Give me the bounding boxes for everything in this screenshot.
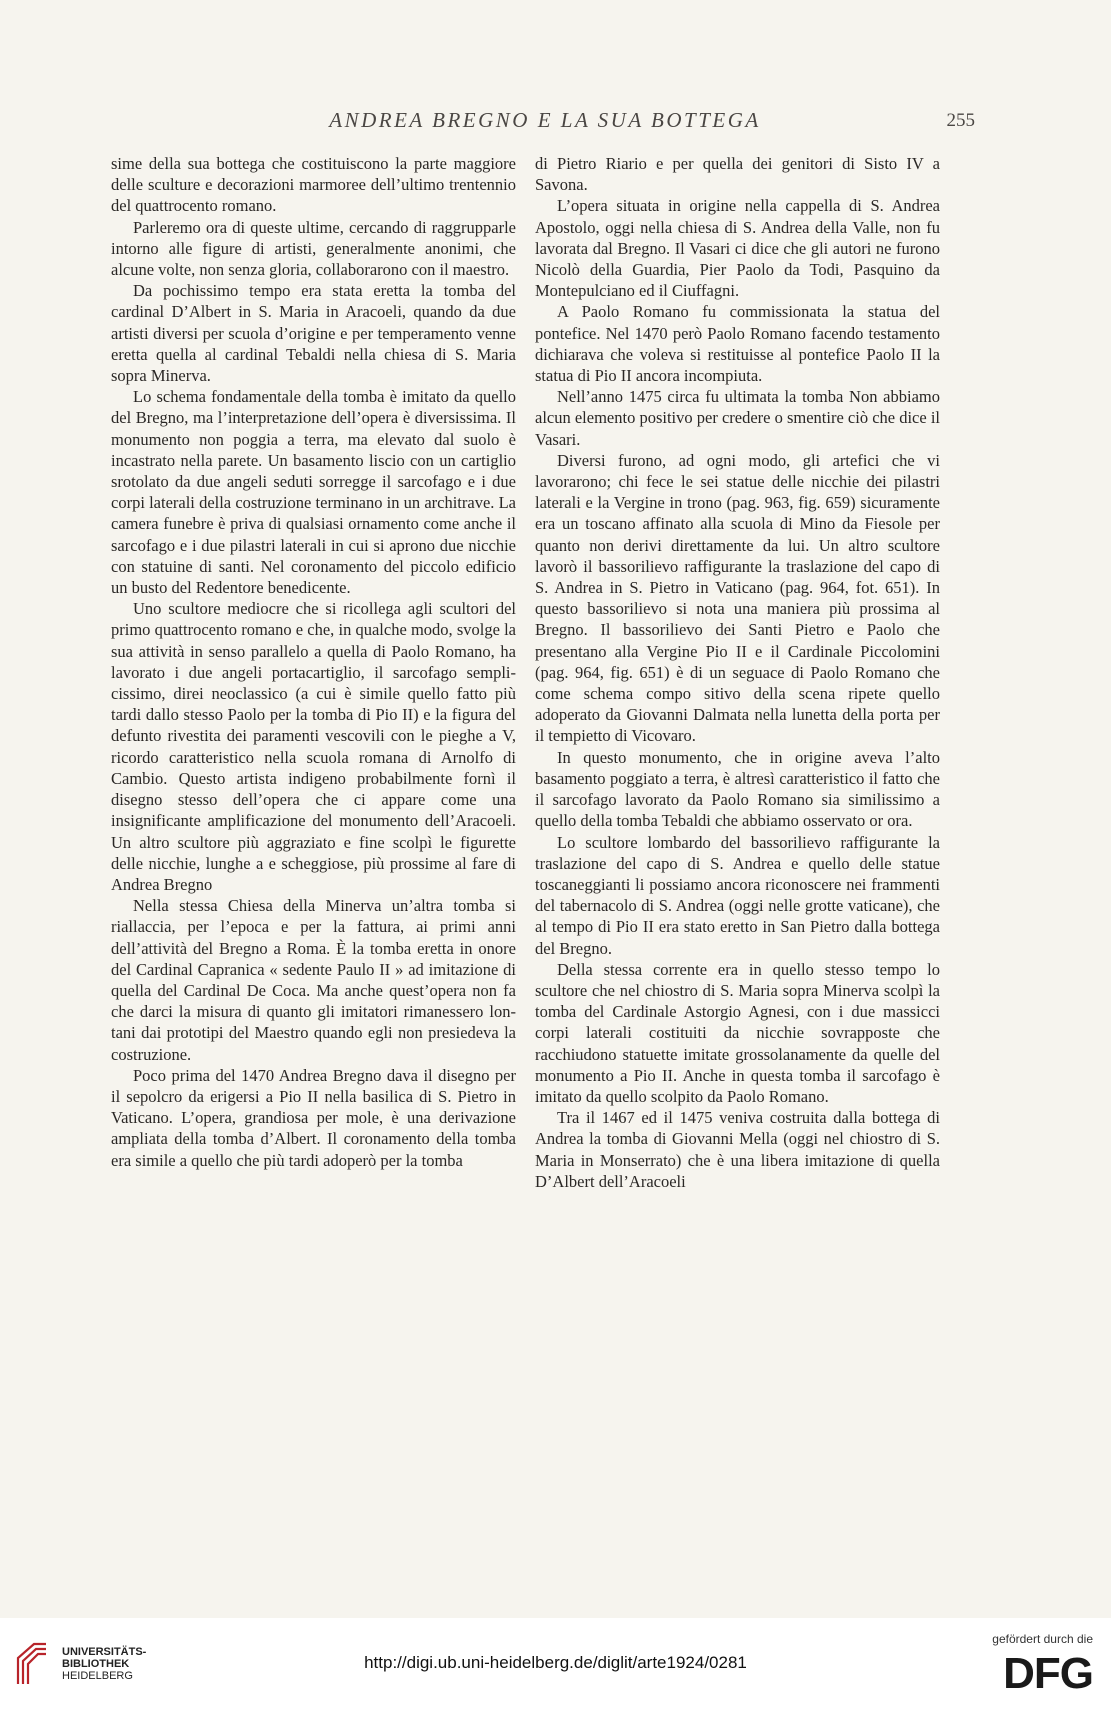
- paragraph: Poco prima del 1470 Andrea Bregno dava il disegno per il sepolcro da erigersi a Pio II nella basilica di S. Pietro in Vaticano. L’opera, grandiosa per mole, è una derivazione ampliata della tomba d’Albert. Il coronamento della tomba era simile a quello che più tardi adoperò per la tomba: [111, 1065, 516, 1170]
- paragraph: Lo schema fondamentale della tomba è imitato da quello del Bregno, ma l’interpretazione dell’opera è diversissima. Il monumento non poggia a terra, ma elevato dal suolo è incastrato nella parete. Un basamento liscio con un cartiglio srotolato da due angeli seduti sorregge il sarcofago e i due corpi laterali della costruzione terminano in un architrave. La camera funebre è priva di qualsiasi ornamento come anche il sarcofago e i due pilastri laterali in cui si aprono due nicchie con statuine di santi. Nel coronamento del piccolo edificio un busto del Redentore benedicente.: [111, 387, 516, 598]
- paragraph: Parleremo ora di queste ultime, cercando di raggrupparle intorno alle figure di artisti, generalmente anonimi, che alcune volte, non senza gloria, collaborarono con il maestro.: [111, 217, 516, 280]
- paragraph: Diversi furono, ad ogni modo, gli artefici che vi lavorarono; chi fece le sei statue delle nicchie dei pilastri laterali e la Vergine in trono (pag. 963, fig. 659) sicuramente era un toscano affinato alla scuola di Mino da Fiesole per quanto non derivi direttamente da lui. Un altro scultore lavorò il bassorilievo raffigurante la traslazione del capo di S. Andrea in S. Pietro in Vaticano (pag. 964, fot. 651). In questo bassorilievo si nota una maniera più prossima al Bregno. Il bassorilievo dei Santi Pietro e Paolo che presentano alla Vergine Pio II e il Cardinale Piccolomini (pag. 964, fig. 651) è di un seguace di Paolo Romano che come schema compo sitivo della scena ripete quello adoperato da Giovanni Dalmata nella lunetta della porta per il tempietto di Vicovaro.: [535, 450, 940, 746]
- paragraph: Tra il 1467 ed il 1475 veniva costruita dalla bottega di Andrea la tomba di Giovanni Mella (oggi nel chiostro di S. Maria in Monserrato) che è una libera imitazione di quella D’Albert dell’Aracoeli: [535, 1108, 940, 1191]
- right-text-column: [535, 153, 940, 1192]
- left-text-column: [111, 153, 516, 1171]
- paragraph: Nella stessa Chiesa della Minerva un’altra tomba si riallaccia, per l’epoca e per la fattura, ai primi anni dell’attività del Bregno a Roma. È la tomba eretta in onore del Cardinal Capranica « sedente Paulo II » ad imitazione di quella del Cardinal De Coca. Ma anche quest’opera non fa che darci la misura di quanto gli imitatori rimanessero lontani dai prototipi del Maestro quando egli non presiedeva la costruzione.: [111, 896, 516, 1064]
- dfg-logo: DFG: [1003, 1649, 1093, 1698]
- library-line-1: UNIVERSITÄTS-: [62, 1646, 147, 1658]
- paragraph: sime della sua bottega che costituiscono la parte maggiore delle sculture e decorazioni marmoree dell’ultimo trentennio del quattrocento romano.: [111, 154, 516, 216]
- paragraph: Della stessa corrente era in quello stesso tempo lo scultore che nel chiostro di S. Maria sopra Minerva scolpì la tomba del Cardinale Astorgio Agnesi, con i due massicci corpi laterali costituiti da nicchie sovrapposte che racchiudono statuette imitate grossolanamente da quelle del monumento a Pio II. Anche in questa tomba il sarcofago è imitato da quello scolpito da Paolo Romano.: [535, 959, 940, 1106]
- paragraph: di Pietro Riario e per quella dei genitori di Sisto IV a Savona.: [535, 154, 940, 195]
- running-title: ANDREA BREGNO E LA SUA BOTTEGA: [329, 108, 761, 132]
- paragraph: Da pochissimo tempo era stata eretta la tomba del cardinal D’Albert in S. Maria in Aracoeli, quando da due artisti diversi per scuola d’origine e per temperamento venne eretta quella al cardinal Tebaldi nella chiesa di S. Maria sopra Minerva.: [111, 281, 516, 386]
- paragraph: Uno scultore mediocre che si ricollega agli scultori del primo quattrocento romano e che, in qualche modo, svolge la sua attività in senso parallelo a quella di Paolo Romano, ha lavorato i due angeli portacartiglio, il sarcofago semplicissimo, direi neoclassico (a cui è simile quello fatto più tardi dallo stesso Paolo per la tomba di Pio II) e la figura del defunto rivestita dei paramenti vescovili con le pieghe a V, ricordo caratteristico nella scuola romana di Arnolfo di Cambio. Questo artista indigeno probabilmente fornì il disegno stesso dell’opera che ci appare come una insignificante amplificazione del monumento dell’Aracoeli. Un altro scultore più aggraziato e fine scolpì le figurette delle nicchie, lunghe a e scheggiose, più prossime al fare di Andrea Bregno: [111, 599, 516, 894]
- paragraph: Nell’anno 1475 circa fu ultimata la tomba Non abbiamo alcun elemento positivo per credere o smentire ciò che dice il Vasari.: [535, 387, 940, 449]
- paragraph: L’opera situata in origine nella cappella di S. Andrea Apostolo, oggi nella chiesa di S. Andrea della Valle, non fu lavorata dal Bregno. Il Vasari ci dice che gli autori ne furono Nicolò della Guardia, Pier Paolo da Todi, Pasquino da Montepulciano ed il Ciuffagni.: [535, 196, 940, 301]
- paragraph: In questo monumento, che in origine aveva l’alto basamento poggiato a terra, è altresì caratteristico il fatto che il sarcofago lavorato da Paolo Romano sia similissimo a quello della tomba Tebaldi che abbiamo osservato or ora.: [535, 747, 940, 831]
- paragraph: A Paolo Romano fu commissionata la statua del pontefice. Nel 1470 però Paolo Romano facendo testamento dichiarava che voleva si restituisse al pontefice Paolo II la statua di Pio II ancora incompiuta.: [535, 302, 940, 386]
- page-header: [110, 108, 980, 138]
- page-number: 255: [946, 110, 975, 131]
- library-line-2: BIBLIOTHEK: [62, 1658, 130, 1670]
- permalink-url[interactable]: http://digi.ub.uni-heidelberg.de/diglit/arte1924/0281: [364, 1653, 747, 1672]
- library-line-3: HEIDELBERG: [62, 1670, 133, 1682]
- digitization-footer: [0, 1618, 1111, 1712]
- funding-note: gefördert durch die: [992, 1632, 1093, 1646]
- paragraph: Lo scultore lombardo del bassorilievo raffigurante la traslazione del capo di S. Andrea e quello delle statue toscaneggianti li possiamo ancora riconoscere nei frammenti del tabernacolo di S. Andrea (oggi nelle grotte vaticane), che al tempo di Pio II era stato eretto in San Pietro dalla bottega del Bregno.: [535, 832, 940, 958]
